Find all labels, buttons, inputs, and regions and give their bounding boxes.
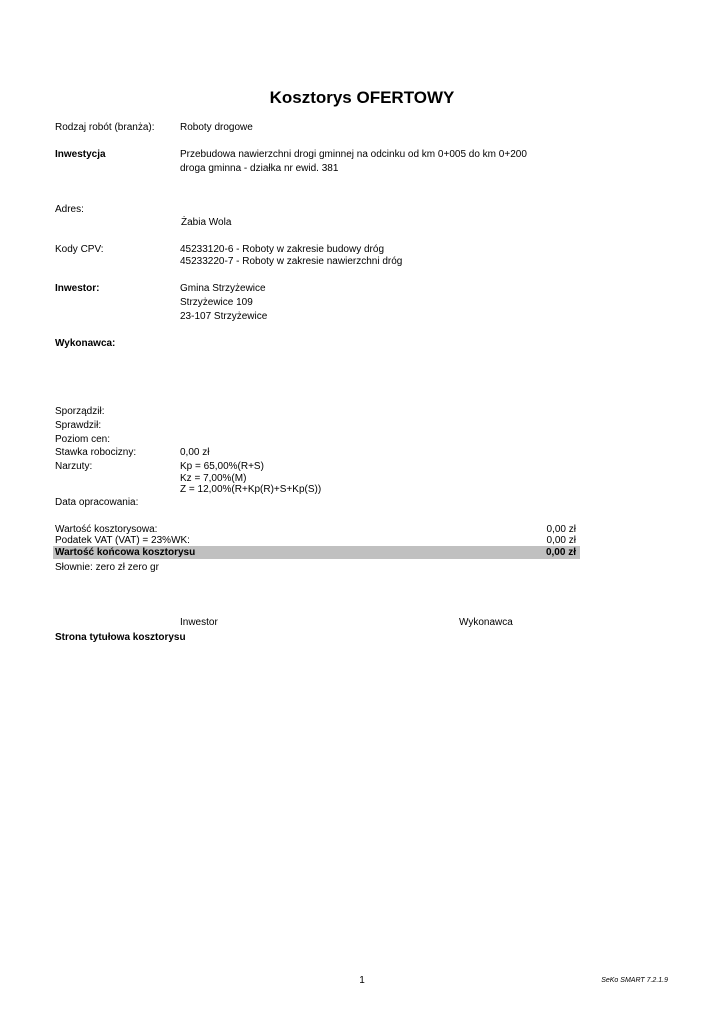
inwestycja-label: Inwestycja	[55, 149, 106, 160]
poziom-label: Poziom cen:	[55, 434, 111, 445]
koncowa-label: Wartość końcowa kosztorysu	[55, 547, 196, 558]
adres-label: Adres:	[55, 204, 84, 215]
software-version: SeKo SMART 7.2.1.9	[601, 977, 668, 984]
inwestor-line-1: Gmina Strzyżewice	[180, 283, 266, 294]
cpv-line-2: 45233220-7 - Roboty w zakresie nawierzchni dróg	[180, 256, 403, 267]
koncowa-value: 0,00 zł	[545, 547, 576, 558]
vat-value: 0,00 zł	[546, 535, 576, 546]
stawka-value: 0,00 zł	[180, 447, 210, 458]
vat-label: Podatek VAT (VAT) = 23%WK:	[55, 535, 190, 546]
inwestor-label: Inwestor:	[55, 283, 100, 294]
sporzadzil-label: Sporządził:	[55, 406, 105, 417]
inwestor-line-2: Strzyżewice 109	[180, 297, 253, 308]
sprawdzil-label: Sprawdził:	[55, 420, 102, 431]
signature-inwestor: Inwestor	[180, 617, 218, 628]
wartosc-label: Wartość kosztorysowa:	[55, 524, 158, 535]
inwestycja-line-1: Przebudowa nawierzchni drogi gminnej na odcinku od km 0+005 do km 0+200	[180, 149, 527, 160]
stawka-label: Stawka robocizny:	[55, 447, 137, 458]
narzuty-line-1: Kp = 65,00%(R+S)	[180, 461, 264, 472]
cpv-label: Kody CPV:	[55, 244, 104, 255]
data-opracowania-label: Data opracowania:	[55, 497, 139, 508]
inwestor-line-3: 23-107 Strzyżewice	[180, 311, 268, 322]
cpv-line-1: 45233120-6 - Roboty w zakresie budowy dróg	[180, 244, 385, 255]
rodzaj-label: Rodzaj robót (branża):	[55, 122, 155, 133]
narzuty-line-2: Kz = 7,00%(M)	[180, 473, 247, 484]
wykonawca-label: Wykonawca:	[55, 338, 116, 349]
wartosc-value: 0,00 zł	[546, 524, 576, 535]
adres-value: Żabia Wola	[181, 217, 232, 228]
rodzaj-value: Roboty drogowe	[180, 122, 253, 133]
inwestycja-line-2: droga gminna - działka nr ewid. 381	[180, 163, 339, 174]
page-number: 1	[359, 975, 365, 986]
slownie-text: Słownie: zero zł zero gr	[55, 562, 159, 573]
narzuty-line-3: Z = 12,00%(R+Kp(R)+S+Kp(S))	[180, 484, 322, 495]
section-title: Strona tytułowa kosztorysu	[55, 632, 186, 643]
signature-wykonawca: Wykonawca	[459, 617, 513, 628]
page-title: Kosztorys OFERTOWY	[269, 88, 455, 107]
narzuty-label: Narzuty:	[55, 461, 93, 472]
